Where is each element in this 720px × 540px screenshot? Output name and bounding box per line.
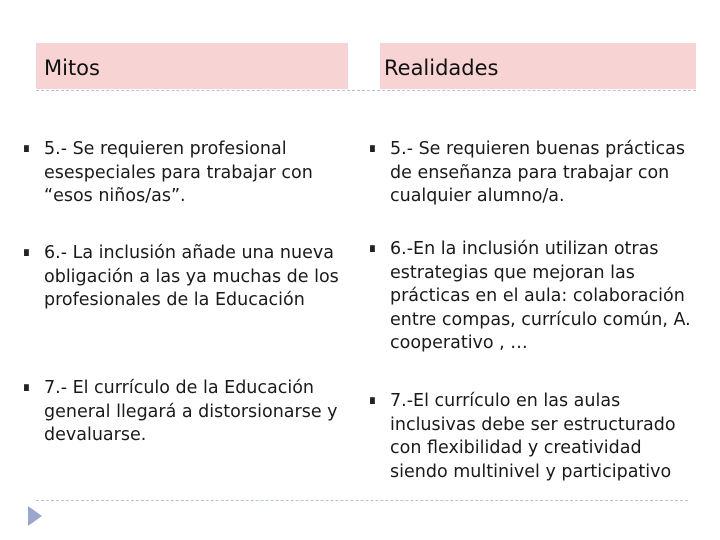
square-bullet-icon: ∎ xyxy=(368,140,377,156)
myth-item-text: 5.- Se requieren profesional esespeciales para trabajar con “esos niños/as”. xyxy=(44,139,313,206)
myths-header-title: Mitos xyxy=(44,56,100,80)
square-bullet-icon: ∎ xyxy=(368,392,377,408)
square-bullet-icon: ∎ xyxy=(22,379,31,395)
header-divider xyxy=(36,90,696,91)
myth-item-text: 7.- El currículo de la Educación general llegará a distorsionarse y devaluarse. xyxy=(44,378,338,445)
square-bullet-icon: ∎ xyxy=(368,240,377,256)
myths-header xyxy=(36,43,348,89)
square-bullet-icon: ∎ xyxy=(22,244,31,260)
reality-item-text: 5.- Se requieren buenas prácticas de enseñanza para trabajar con cualquier alumno/a. xyxy=(390,139,685,206)
myth-item-text: 6.- La inclusión añade una nueva obligación a las ya muchas de los profesionales de la Educación xyxy=(44,243,339,310)
square-bullet-icon: ∎ xyxy=(22,140,31,156)
realities-header xyxy=(380,43,696,89)
footer-divider xyxy=(36,500,688,501)
reality-item-text: 6.-En la inclusión utilizan otras estrategias que mejoran las prácticas en el aula: colaboración entre compas, currículo común, A. cooperativo , … xyxy=(390,239,691,353)
realities-header-title: Realidades xyxy=(384,56,499,80)
play-arrow-icon[interactable] xyxy=(28,506,42,526)
reality-item-text: 7.-El currículo en las aulas inclusivas debe ser estructurado con flexibilidad y creatividad siendo multinivel y participativo xyxy=(390,391,676,482)
